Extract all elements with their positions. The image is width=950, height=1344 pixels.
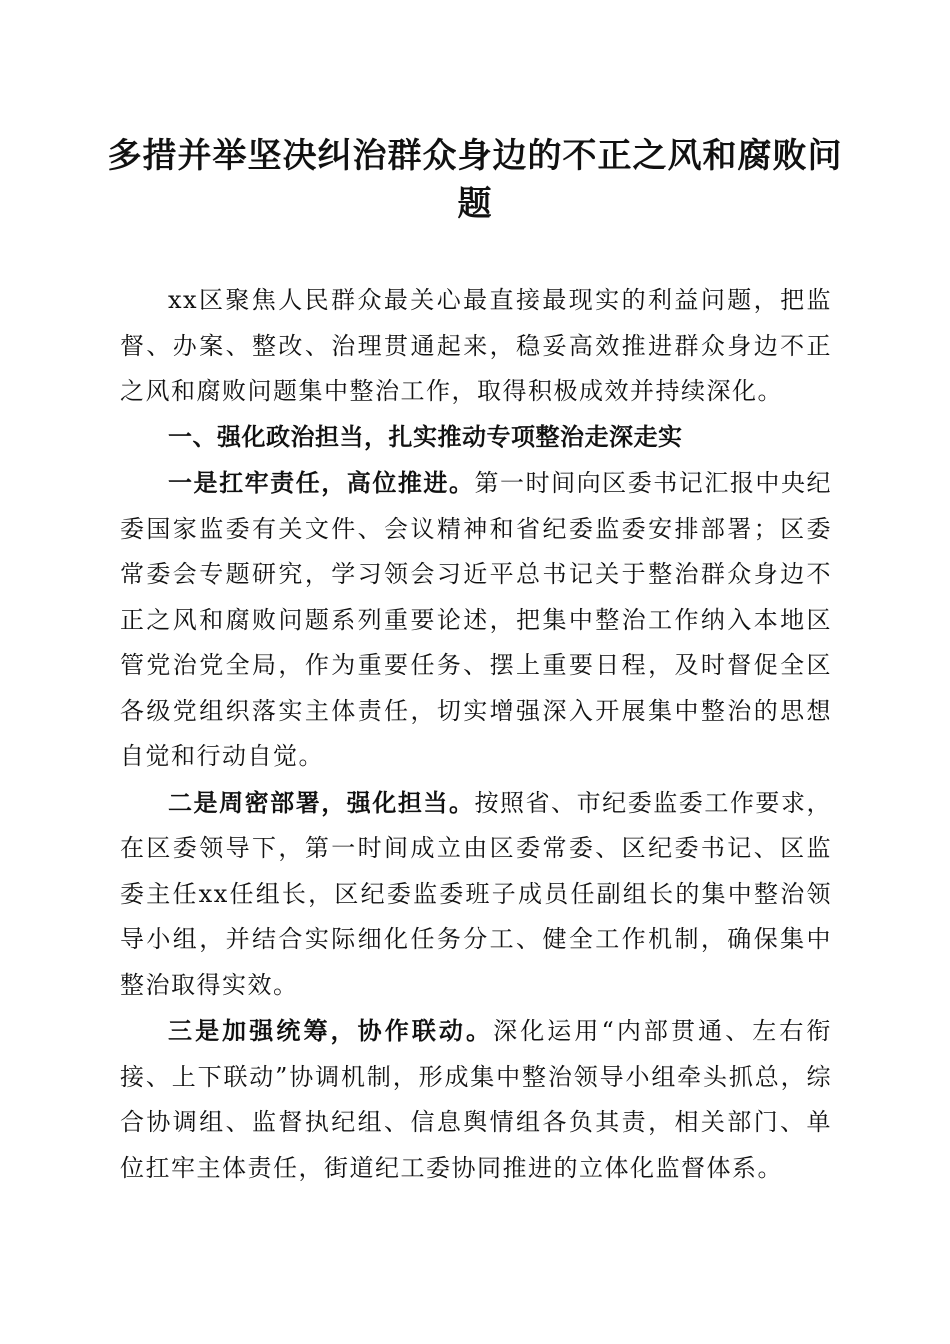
paragraph-2-lead: 二是周密部署，强化担当。 (168, 787, 475, 817)
paragraph-1-text: 第一时间向区委书记汇报中央纪委国家监委有关文件、会议精神和省纪委监委安排部署；区委常委会专题研究，学习领会习近平总书记关于整治群众身边不正之风和腐败问题系列重要论述，把集中整治工作纳入本地区管党治党全局，作为重要任务、摆上重要日程，及时督促全区各级党组织落实主体责任，切实增强深入开展集中整治的思想自觉和行动自觉。 (120, 469, 833, 770)
paragraph-3-text: 深化运用“内部贯通、左右衔接、上下联动”协调机制，形成集中整治领导小组牵头抓总，综合协调组、监督执纪组、信息舆情组各负其责，相关部门、单位扛牢主体责任，街道纪工委协同推进的立体化监督体系。 (120, 1017, 832, 1182)
paragraph-3-lead: 三是加强统筹，协作联动。 (168, 1016, 494, 1045)
paragraph-1 (120, 460, 832, 780)
paragraph-2-text: 按照省、市纪委监委工作要求，在区委领导下，第一时间成立由区委常委、区纪委书记、区监委主任xx任组长，区纪委监委班子成员任副组长的集中整治领导小组，并结合实际细化任务分工、健全工作机制，确保集中整治取得实效。 (120, 788, 833, 999)
paragraph-2 (120, 780, 832, 1009)
paragraph-1-lead: 一是扛牢责任，高位推进。 (168, 468, 475, 497)
document-body (120, 278, 832, 1191)
intro-paragraph: xx区聚焦人民群众最关心最直接最现实的利益问题，把监督、办案、整改、治理贯通起来，稳妥高效推进群众身边不正之风和腐败问题集中整治工作，取得积极成效并持续深化。 (120, 286, 832, 405)
paragraph-3 (120, 1008, 832, 1191)
section-heading-1: 一、强化政治担当，扎实推动专项整治走深走实 (168, 422, 683, 451)
document-title: 多措并举坚决纠治群众身边的不正之风和腐败问题 (107, 136, 843, 224)
